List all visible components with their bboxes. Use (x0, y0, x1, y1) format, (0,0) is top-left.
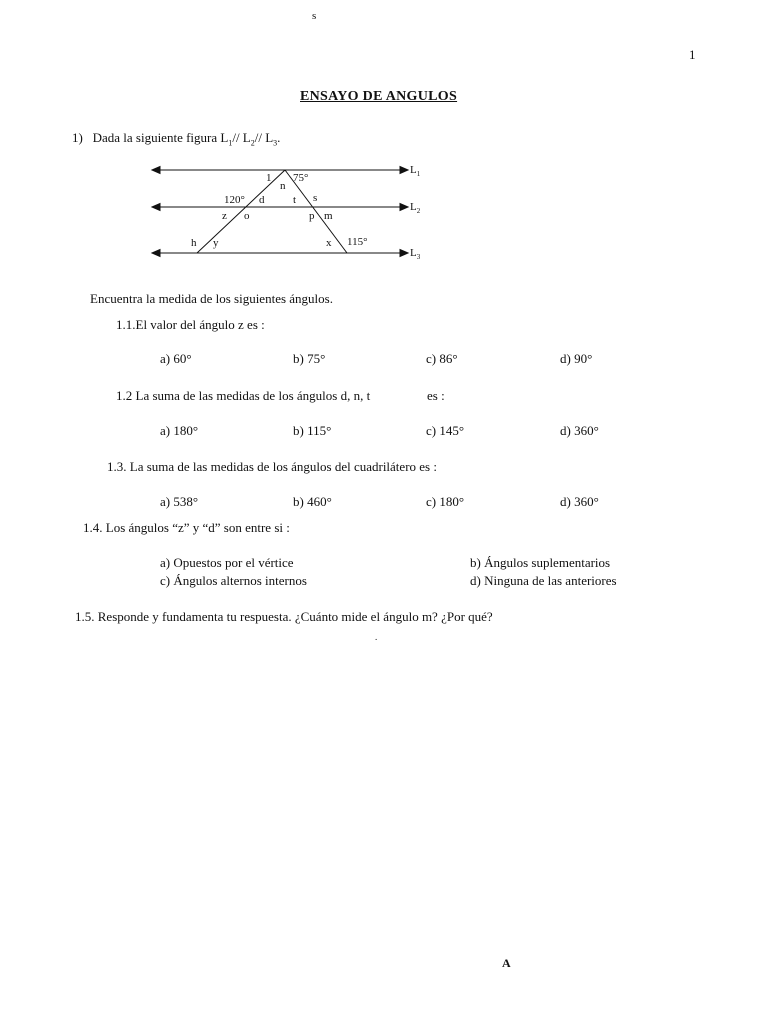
question-1-2: 1.2 La suma de las medidas de los ángulos d, n, t (116, 388, 371, 403)
angle-d: d (259, 194, 265, 206)
question-number: 1) (72, 130, 83, 145)
instruction-text: Encuentra la medida de los siguientes ángulos. (90, 291, 333, 306)
angle-p: p (309, 210, 315, 222)
prompt-sep-1: // L (232, 130, 251, 145)
prompt-end: . (277, 130, 281, 145)
q13-option-c[interactable]: c) 180° (426, 494, 465, 509)
stray-dot: . (375, 632, 378, 642)
subscript-2: 2 (250, 138, 255, 148)
angle-t: t (293, 194, 297, 206)
angle-o: o (244, 210, 250, 222)
arrow-right-icon (400, 250, 408, 257)
q12-option-a[interactable]: a) 180° (160, 423, 199, 438)
prompt-sep-2: // L (254, 130, 274, 145)
angle-75: 75° (293, 172, 309, 184)
arrow-left-icon (152, 204, 160, 211)
angle-115: 115° (347, 236, 368, 248)
q11-option-a[interactable]: a) 60° (160, 351, 192, 366)
footer-mark: A (502, 956, 511, 970)
arrow-right-icon (400, 204, 408, 211)
angle-m: m (324, 210, 333, 222)
label-l3: $L_3$ (410, 247, 421, 261)
q12-option-b[interactable]: b) 115° (293, 423, 332, 438)
page-number: 1 (689, 47, 696, 62)
q14-option-b[interactable]: b) Ángulos suplementarios (470, 555, 611, 570)
question-1-1: 1.1.El valor del ángulo z es : (116, 317, 265, 332)
parallel-lines-figure (0, 0, 768, 280)
angle-s: s (313, 192, 318, 204)
q12-option-c[interactable]: c) 145° (426, 423, 465, 438)
question-1-4: 1.4. Los ángulos “z” y “d” son entre si : (83, 520, 290, 535)
angle-120: 120° (224, 194, 245, 206)
arrow-left-icon (152, 250, 160, 257)
question-1-5: 1.5. Responde y fundamenta tu respuesta. ¿Cuánto mide el ángulo m? ¿Por qué? (75, 609, 493, 624)
subscript-3: 3 (273, 138, 278, 148)
angle-z: z (222, 210, 227, 222)
angle-h: h (191, 237, 197, 249)
q12-option-d[interactable]: d) 360° (560, 423, 599, 438)
prompt-start: Dada la siguiente figura L (92, 130, 229, 145)
page-title: ENSAYO DE ANGULOS (300, 89, 458, 104)
q14-option-d[interactable]: d) Ninguna de las anteriores (470, 573, 617, 588)
label-l1: $L_1$ (410, 164, 421, 178)
transversal-left (197, 170, 285, 253)
question-1-2-end: es : (427, 388, 445, 403)
subscript-1: 1 (228, 138, 233, 148)
label-l2: $L_2$ (410, 201, 421, 215)
q14-option-c[interactable]: c) Ángulos alternos internos (160, 573, 307, 588)
top-mark: s (312, 10, 317, 22)
arrow-right-icon (400, 167, 408, 174)
angle-y: y (213, 237, 219, 249)
q14-option-a[interactable]: a) Opuestos por el vértice (160, 555, 294, 570)
q11-option-c[interactable]: c) 86° (426, 351, 458, 366)
q11-option-d[interactable]: d) 90° (560, 351, 593, 366)
q11-option-b[interactable]: b) 75° (293, 351, 326, 366)
question-1-3: 1.3. La suma de las medidas de los ángulos del cuadrilátero es : (107, 459, 437, 474)
q13-option-d[interactable]: d) 360° (560, 494, 599, 509)
q13-option-a[interactable]: a) 538° (160, 494, 199, 509)
angle-n: n (280, 180, 286, 192)
q13-option-b[interactable]: b) 460° (293, 494, 332, 509)
angle-1: 1 (266, 172, 272, 184)
angle-x: x (326, 237, 332, 249)
arrow-left-icon (152, 167, 160, 174)
